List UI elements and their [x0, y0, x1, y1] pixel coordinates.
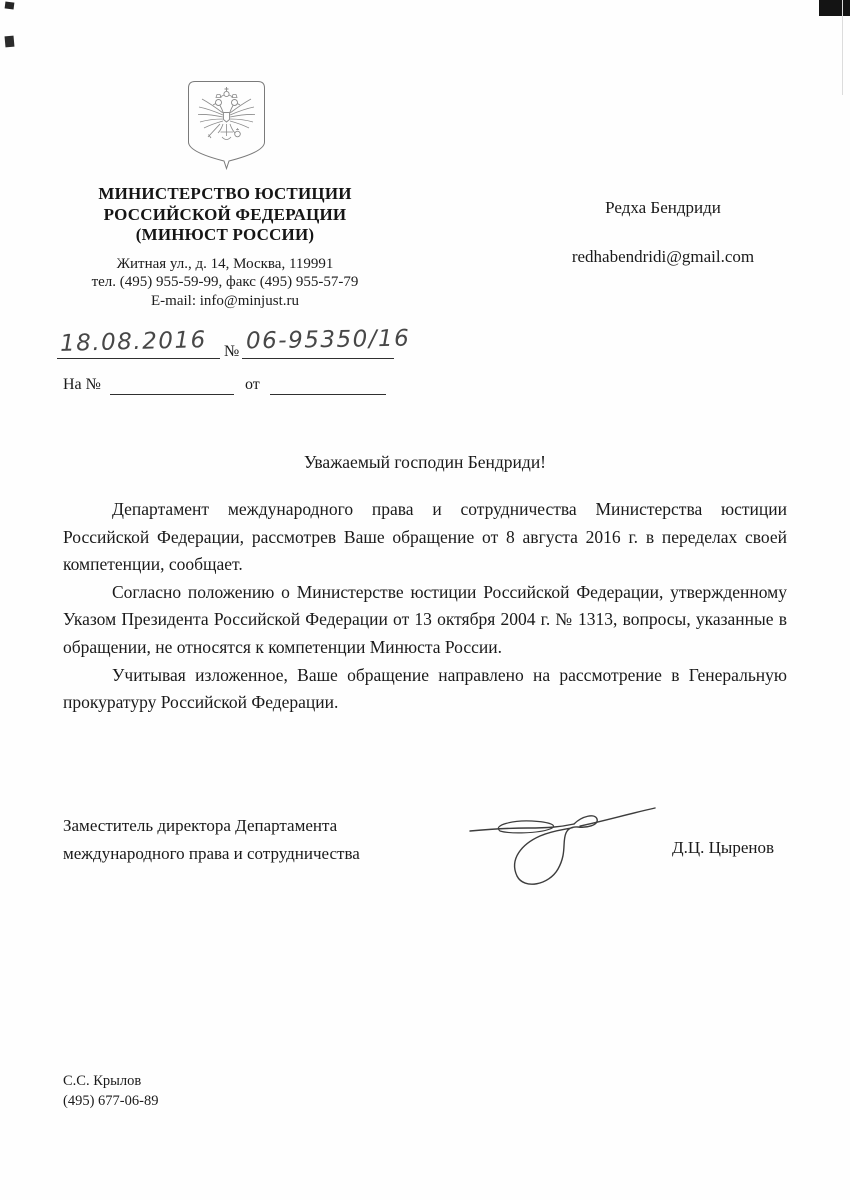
- handwritten-outgoing-number: 06-95350/16: [245, 325, 411, 355]
- executor-name: С.С. Крылов: [63, 1073, 142, 1089]
- reply-from-label: от: [245, 376, 260, 393]
- paragraph-1: Департамент международного права и сотрудничества Министерства юстиции Российской Федерации, рассмотрев Ваше обращение от 8 августа 2016 г. в переделах своей компетенции, сообщает.: [63, 499, 787, 575]
- scan-artifact-top-right: [819, 0, 850, 16]
- number-sign-label: №: [224, 343, 240, 360]
- scan-edge-line: [842, 0, 843, 95]
- salutation: Уважаемый господин Бендриди!: [303, 452, 547, 472]
- ministry-name-line2: РОССИЙСКОЙ ФЕДЕРАЦИИ: [103, 204, 347, 224]
- recipient-name: Редха Бендриди: [605, 198, 721, 217]
- executor-phone: (495) 677-06-89: [63, 1093, 159, 1109]
- ministry-name-line1: МИНИСТЕРСТВО ЮСТИЦИИ: [98, 184, 352, 203]
- scan-artifact-top-left-1: [5, 1, 15, 9]
- reply-to-number-label: На №: [63, 376, 101, 393]
- letterhead-address: Житная ул., д. 14, Москва, 119991: [116, 255, 334, 272]
- ministry-name-line3: (МИНЮСТ РОССИИ): [135, 225, 315, 244]
- handwritten-signature: [462, 800, 662, 900]
- signer-title-line1: Заместитель директора Департамента: [63, 816, 338, 835]
- handwritten-date: 18.08.2016: [59, 327, 208, 357]
- paragraph-3: Учитывая изложенное, Ваше обращение направлено на рассмотрение в Генеральную прокуратуру Российской Федерации.: [63, 664, 787, 713]
- letterhead: [40, 184, 410, 310]
- date-underline: [57, 338, 220, 359]
- recipient-block: [528, 198, 798, 267]
- russian-coat-of-arms-icon: [187, 80, 266, 172]
- paragraph-2: Согласно положению о Министерстве юстиции Российской Федерации, утвержденному Указом Президента Российской Федерации от 13 октября 2004 г. № 1313, вопросы, указанные в обращении, не относятся к компетенции Минюста России.: [63, 581, 787, 657]
- scan-artifact-top-left-2: [5, 36, 15, 48]
- letterhead-phone-fax: тел. (495) 955-59-99, факс (495) 955-57-79: [91, 274, 359, 290]
- letterhead-email: E-mail: info@minjust.ru: [151, 292, 299, 309]
- signer-title: [63, 812, 360, 868]
- reply-date-underline: [270, 374, 386, 395]
- letter-body: [63, 496, 787, 717]
- reply-number-underline: [110, 374, 234, 395]
- recipient-email: redhabendridi@gmail.com: [571, 247, 755, 266]
- executor-block: [63, 1071, 158, 1111]
- signer-title-line2: международного права и сотрудничества: [63, 844, 360, 863]
- signer-name: Д.Ц. Цыренов: [672, 838, 774, 857]
